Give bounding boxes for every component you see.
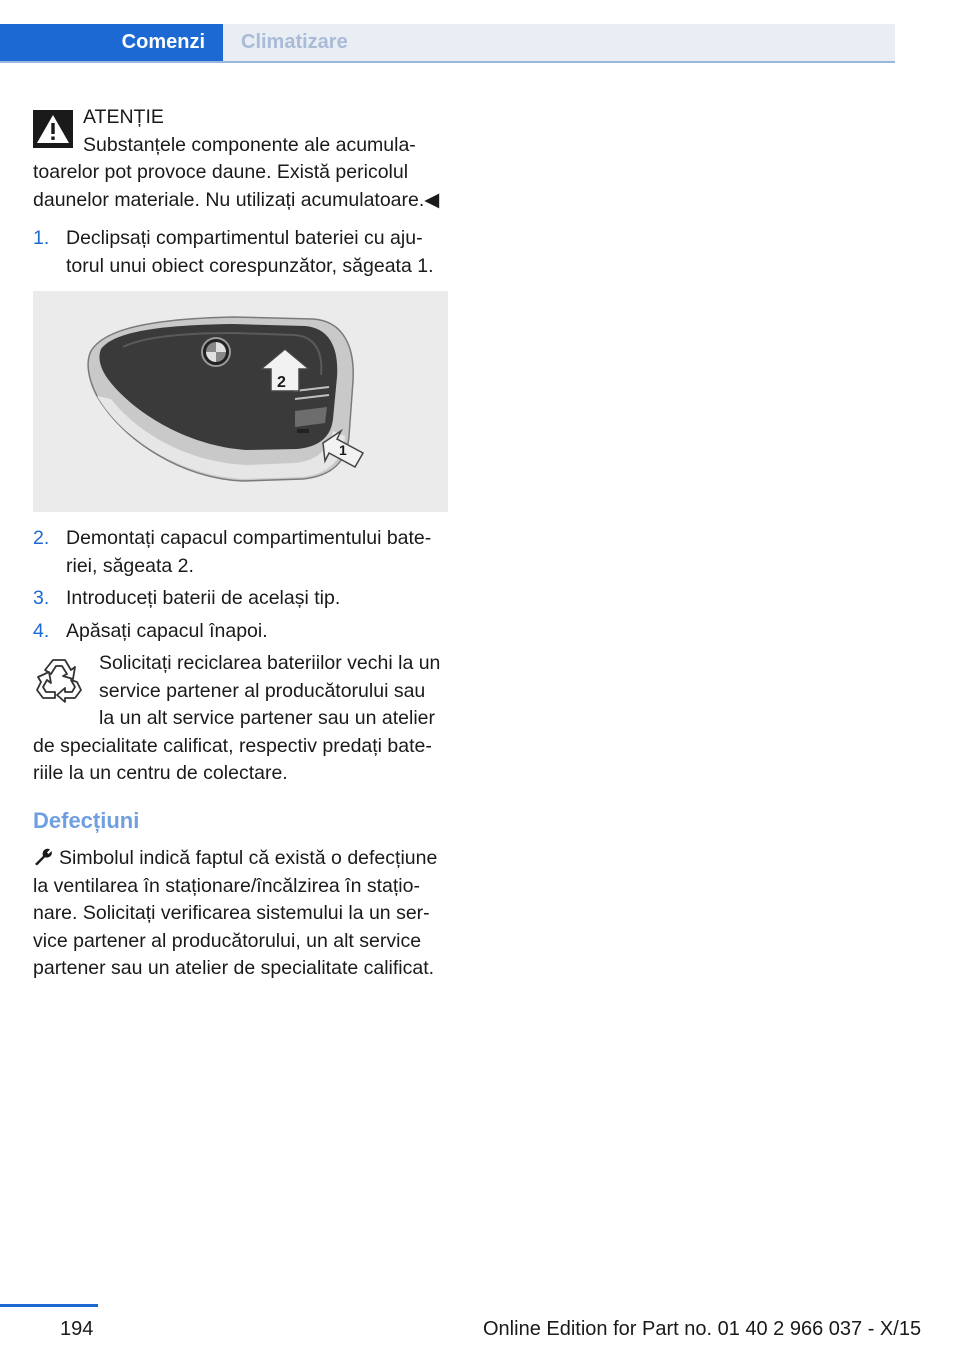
step-text: Introduceți baterii de același tip. bbox=[66, 587, 341, 609]
step-text: Demontați capacul compartimentului bate‐riei, săgeata 2. bbox=[66, 527, 432, 577]
key-battery-figure bbox=[33, 291, 448, 512]
list-item bbox=[33, 585, 449, 613]
tab-comenzi[interactable]: Comenzi bbox=[0, 24, 223, 61]
edition-info: Online Edition for Part no. 01 40 2 966 037 - X/15 bbox=[483, 1318, 922, 1340]
steps-list-a bbox=[33, 225, 449, 285]
list-item bbox=[33, 525, 449, 580]
warning-title: ATENȚIE bbox=[83, 106, 164, 128]
recycle-text-line3: la un alt service partener sau un atelier bbox=[99, 707, 436, 729]
warning-block bbox=[33, 104, 449, 214]
wrench-icon bbox=[33, 848, 53, 866]
step-number: 1. bbox=[33, 227, 50, 249]
recycle-icon bbox=[33, 652, 85, 704]
header-tabs bbox=[0, 24, 895, 62]
recycle-text-line1: Solicitați reciclarea bateriilor vechi la un bbox=[99, 652, 441, 674]
recycle-note bbox=[33, 650, 449, 788]
warning-text-line1: Substanțele componente ale acumula‐ bbox=[83, 133, 416, 156]
tab-climatizare[interactable]: Climatizare bbox=[223, 24, 895, 61]
footer-accent-line bbox=[0, 1304, 98, 1307]
step-text: Declipsați compartimentul bateriei cu aju‐torul unui obiect corespunzător, săgeata 1. bbox=[66, 227, 434, 277]
page-number: 194 bbox=[60, 1318, 94, 1340]
step-text: Apăsați capacul înapoi. bbox=[66, 619, 268, 642]
section-heading-defects: Defecțiuni bbox=[33, 808, 140, 833]
arrow-1-label: 1 bbox=[339, 442, 347, 458]
list-item bbox=[33, 225, 449, 280]
warning-text: toarelor pot provoce daune. Există pericolul daunelor materiale. Nu utilizați acumulatoare.◀ bbox=[33, 161, 440, 211]
warning-triangle-icon bbox=[33, 110, 73, 148]
step-number: 3. bbox=[33, 587, 50, 609]
arrow-2-label: 2 bbox=[277, 374, 286, 391]
steps-list-b bbox=[33, 525, 449, 650]
defects-text-block bbox=[33, 845, 449, 983]
recycle-text-line2: service partener al producătorului sau bbox=[99, 679, 426, 702]
step-number: 2. bbox=[33, 527, 50, 549]
step-number: 4. bbox=[33, 619, 50, 642]
recycle-text: de specialitate calificat, respectiv predați bate‐riile la un centru de colectare. bbox=[33, 734, 432, 784]
key-fob-illustration bbox=[33, 291, 448, 512]
defects-text: Simbolul indică faptul că există o defecțiune la ventilarea în staționare/încălzirea în stațio‐nare. Solicitați verificarea sistemului la un ser‐vice partener al producătorului, un alt service partener sau un atelier de specialitate calificat. bbox=[33, 847, 438, 979]
header-divider bbox=[0, 61, 895, 63]
list-item bbox=[33, 618, 449, 646]
